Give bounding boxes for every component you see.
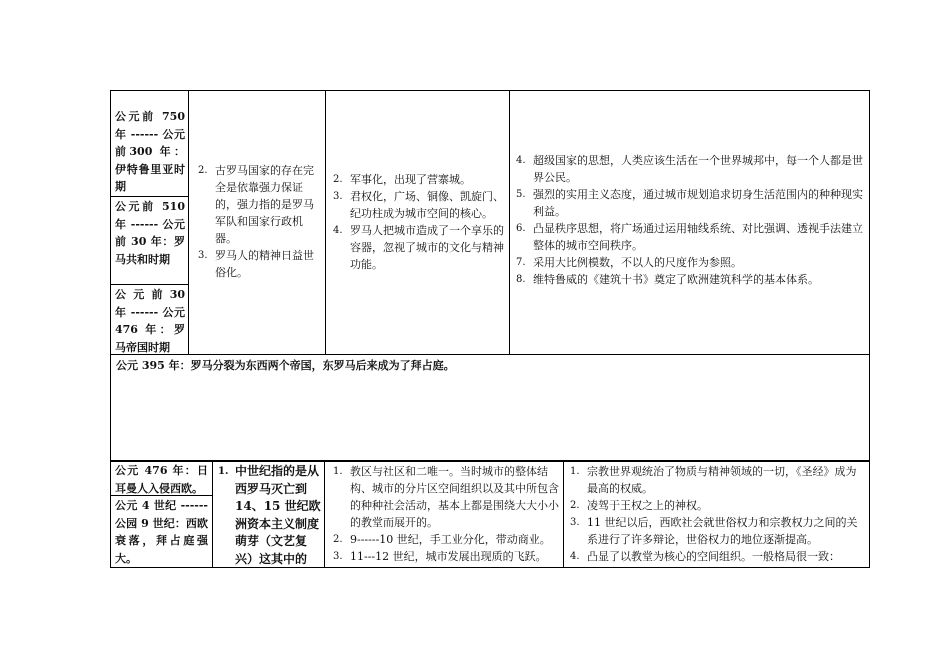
city-feature-list xyxy=(333,171,505,273)
list-item: 3. 11 世纪以后，西欧社会就世俗权力和宗教权力之间的关系进行了许多辩论，世俗权力的地位逐渐提高。 xyxy=(570,516,858,546)
list-item: 8. 维特鲁威的《建筑十书》奠定了欧洲建筑科学的基本体系。 xyxy=(516,273,819,286)
list-item: 7. 采用大比例模数，不以人的尺度作为参照。 xyxy=(516,256,742,269)
row-divider xyxy=(110,354,870,355)
period-etruscan: 公元前 750 年 ------ 公元前300 年：伊特鲁里亚时期 xyxy=(115,110,185,193)
list-item: 6. 凸显秩序思想，将广场通过运用轴线系统、对比强调、透视手法建立整体的城市空间秩序。 xyxy=(516,222,863,252)
column-divider xyxy=(324,461,325,568)
list-item: 3. 君权化，广场、铜像、凯旋门、纪功柱成为城市空间的核心。 xyxy=(333,190,504,220)
column-divider xyxy=(325,90,326,354)
period-republic: 公元前 510 年 ------ 公元前 30 年：罗马共和时期 xyxy=(115,200,185,266)
column-divider xyxy=(188,90,189,354)
list-item: 3. 罗马人的精神日益世俗化。 xyxy=(198,249,314,279)
period-west-decline: 公元 4 世纪 ------ 公园 9 世纪：西欧衰落，拜占庭强大。 xyxy=(115,499,208,565)
list-item: 2. 9------10 世纪，手工业分化，带动商业。 xyxy=(333,533,551,546)
medieval-city-list xyxy=(333,463,559,565)
list-item: 4. 凸显了以教堂为核心的空间组织。一般格局很一致： xyxy=(570,550,840,563)
list-item: 4. 罗马人把城市造成了一个享乐的容器，忽视了城市的文化与精神功能。 xyxy=(333,224,504,271)
list-item: 3. 11---12 世纪，城市发展出现质的飞跃。 xyxy=(333,550,547,563)
split-note: 公元 395 年：罗马分裂为东西两个帝国，东罗马后来成为了拜占庭。 xyxy=(116,359,455,372)
list-item: 2. 军事化，出现了营寨城。 xyxy=(333,173,471,186)
list-item: 5. 强烈的实用主义态度，通过城市规划追求切身生活范围内的种种现实利益。 xyxy=(516,188,863,218)
column-divider xyxy=(563,461,564,568)
list-item: 4. 超级国家的思想，人类应该生活在一个世界城邦中，每一个人都是世界公民。 xyxy=(516,154,863,184)
column-divider xyxy=(212,461,213,568)
row-divider xyxy=(110,196,188,197)
list-item: 1. 中世纪指的是从西罗马灭亡到 14、15 世纪欧洲资本主义制度萌芽（文艺复兴）这其中的 xyxy=(218,464,321,566)
period-empire: 公 元 前 30 年 ------ 公元476 年：罗马帝国时期 xyxy=(115,288,185,354)
column-divider xyxy=(509,90,510,354)
list-item: 1. 教区与社区和二唯一。当时城市的整体结构、城市的分片区空间组织以及其中所包含的种种社会活动，基本上都是围绕大大小小的教堂而展开的。 xyxy=(333,465,559,529)
medieval-definition-list xyxy=(218,463,322,568)
row-divider xyxy=(110,284,188,285)
list-item: 2. 古罗马国家的存在完全是依靠强力保证的，强力指的是罗马军队和国家行政机器。 xyxy=(198,164,314,245)
list-item: 1. 宗教世界观统治了物质与精神领域的一切，《圣经》成为最高的权威。 xyxy=(570,465,857,495)
period-germanic-invasion: 公元 476 年：日耳曼人入侵西欧。 xyxy=(115,464,208,495)
planning-thought-list xyxy=(516,152,866,288)
medieval-thought-list xyxy=(570,463,866,565)
social-background-list xyxy=(198,162,322,281)
list-item: 2. 凌驾于王权之上的神权。 xyxy=(570,499,708,512)
